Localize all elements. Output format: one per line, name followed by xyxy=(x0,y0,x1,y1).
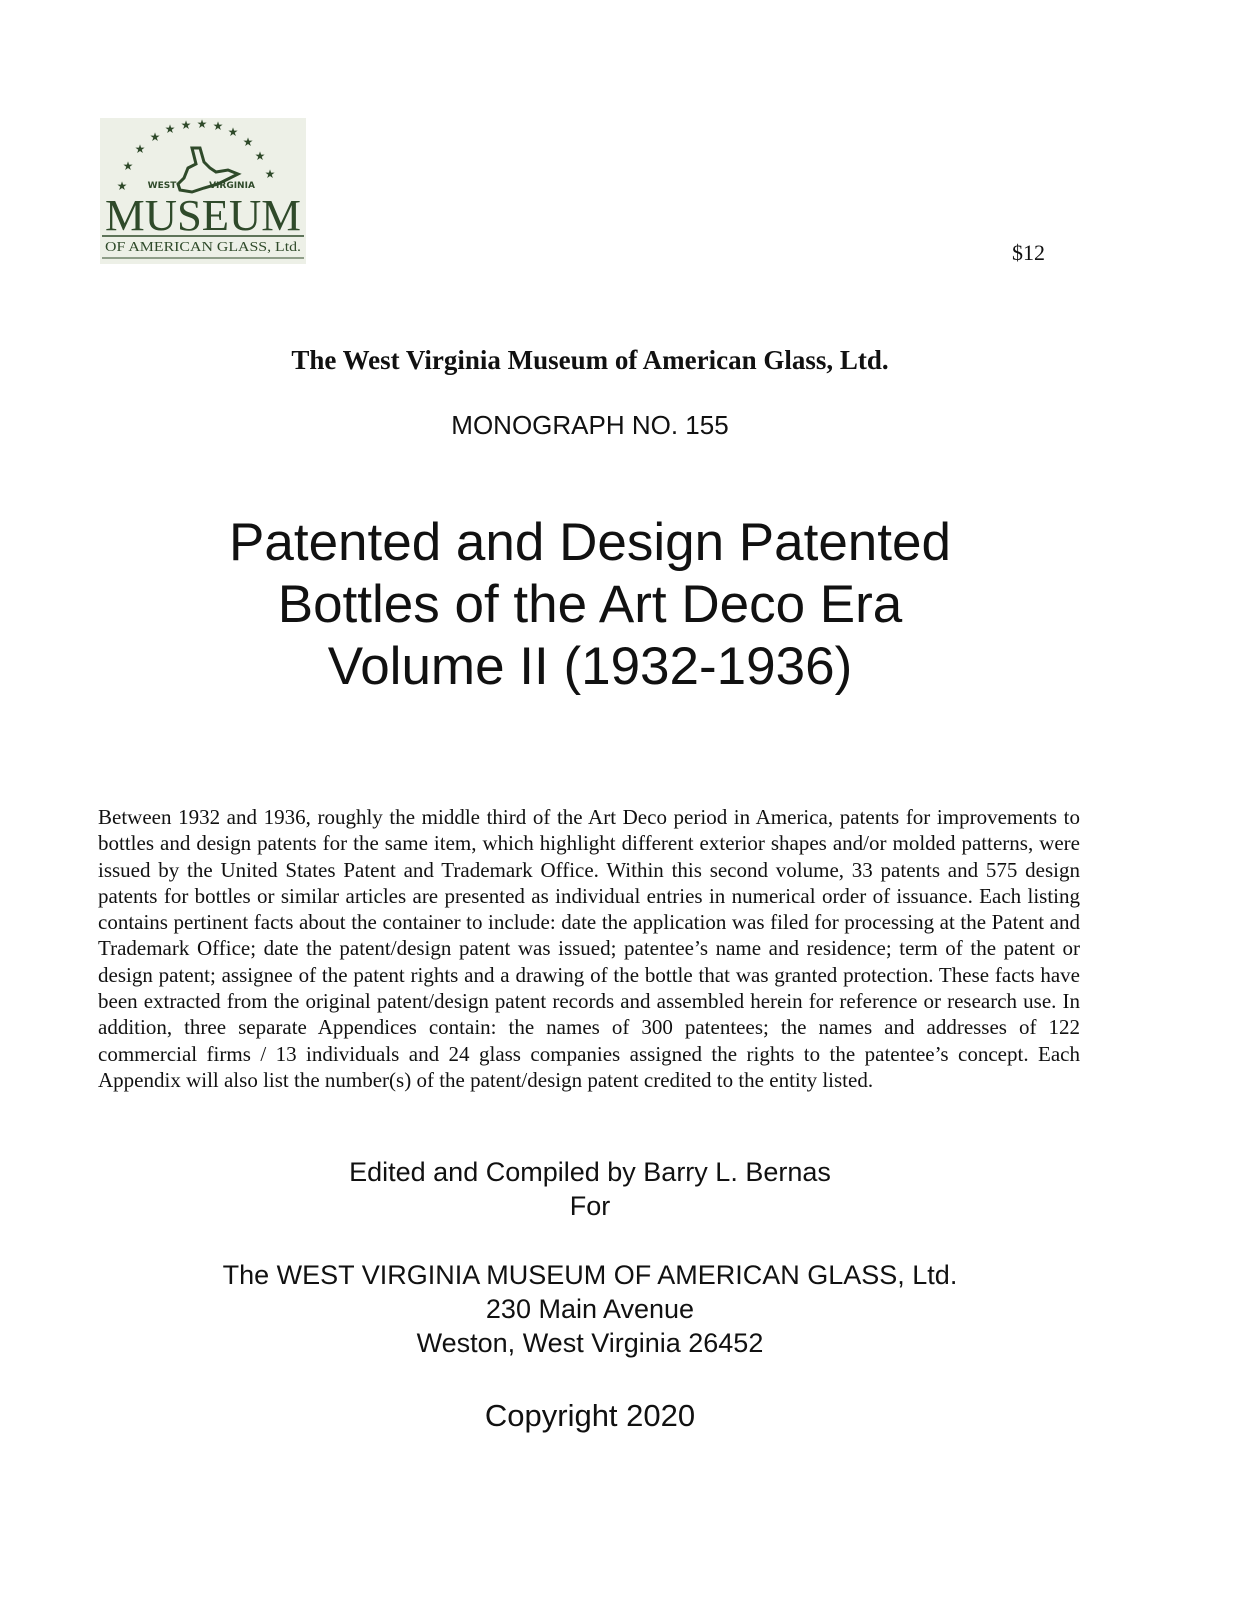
svg-text:★: ★ xyxy=(254,149,266,163)
document-title-line-1: Patented and Design Patented xyxy=(229,513,951,572)
for-line: For xyxy=(569,1191,611,1221)
svg-text:★: ★ xyxy=(149,130,161,144)
museum-logo xyxy=(100,118,306,264)
svg-text:★: ★ xyxy=(134,142,146,156)
svg-text:★: ★ xyxy=(116,179,128,193)
logo-word-virginia: VIRGINIA xyxy=(209,181,255,191)
svg-text:★: ★ xyxy=(242,135,254,149)
price-label: $12 xyxy=(1012,240,1045,265)
museum-logo-graphic xyxy=(100,118,306,264)
svg-text:★: ★ xyxy=(264,167,276,181)
address-city: Weston, West Virginia 26452 xyxy=(416,1328,764,1358)
logo-tagline: OF AMERICAN GLASS, Ltd. xyxy=(105,240,301,255)
document-title-line-3: Volume II (1932-1936) xyxy=(327,637,853,696)
document-title xyxy=(0,512,1180,698)
logo-word-west: WEST xyxy=(147,181,177,191)
abstract-paragraph: Between 1932 and 1936, roughly the middle third of the Art Deco period in America, patents for improvements to bottles and design patents for the same item, which highlight different exterior shapes and/or molded patterns, were issued by the United States Patent and Trademark Office. Within this second volume, 33 patents and 575 design patents for bottles or similar articles are presented as individual entries in numerical order of issuance. Each listing contains pertinent facts about the container to include: date the application was filed for processing at the Patent and Trademark Office; date the patent/design patent was issued; patentee’s name and residence; term of the patent or design patent; assignee of the patent rights and a drawing of the bottle that was granted protection. These facts have been extracted from the original patent/design patent records and assembled herein for reference or research use. In addition, three separate Appendices contain: the names of 300 patentees; the names and addresses of 122 commercial firms / 13 individuals and 24 glass companies assigned the rights to the patentee’s concept. Each Appendix will also list the number(s) of the patent/design patent credited to the entity listed. xyxy=(98,805,1080,1092)
svg-text:★: ★ xyxy=(212,119,224,133)
editor-line: Edited and Compiled by Barry L. Bernas xyxy=(349,1157,831,1187)
logo-word-museum: MUSEUM xyxy=(105,191,301,240)
monograph-number: MONOGRAPH NO. 155 xyxy=(451,410,729,440)
svg-text:★: ★ xyxy=(180,118,192,132)
svg-text:★: ★ xyxy=(164,122,176,136)
publisher-address xyxy=(0,1258,1180,1360)
document-title-line-2: Bottles of the Art Deco Era xyxy=(277,575,903,634)
svg-text:★: ★ xyxy=(227,125,239,139)
copyright-notice: Copyright 2020 xyxy=(484,1398,696,1433)
address-street: 230 Main Avenue xyxy=(485,1294,695,1324)
credits xyxy=(0,1155,1180,1223)
address-organization: The WEST VIRGINIA MUSEUM OF AMERICAN GLASS, Ltd. xyxy=(222,1260,958,1290)
svg-text:★: ★ xyxy=(196,118,208,131)
svg-text:★: ★ xyxy=(122,159,134,173)
organization-title: The West Virginia Museum of American Glass, Ltd. xyxy=(291,345,889,375)
